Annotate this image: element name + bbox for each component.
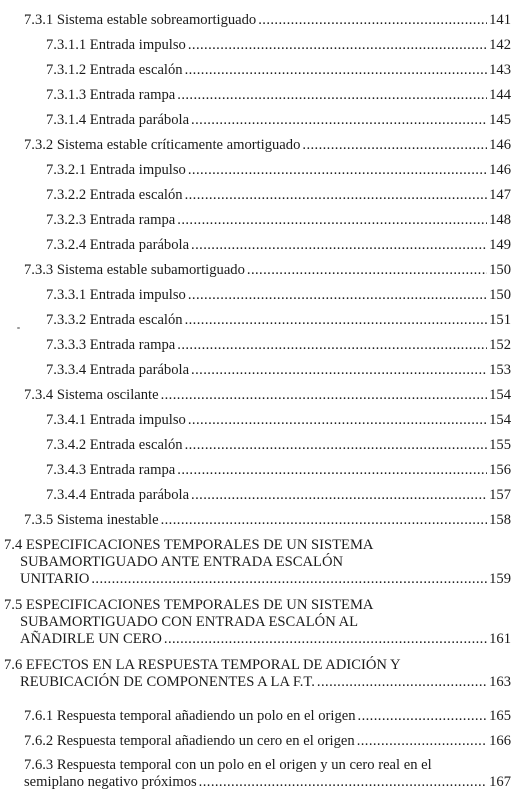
toc-page-number: 150 <box>489 262 511 278</box>
leader-dots <box>164 631 487 648</box>
toc-entry[interactable] <box>46 462 511 479</box>
toc-entry-title: 7.3.4 Sistema oscilante <box>24 387 159 403</box>
toc-entry-title: 7.3.1.1 Entrada impulso <box>46 37 186 53</box>
toc-entry[interactable] <box>24 137 511 154</box>
toc-entry-title-continued: SUBAMORTIGUADO CON ENTRADA ESCALÓN AL <box>20 614 359 630</box>
leader-dots <box>258 12 487 29</box>
leader-dots <box>188 287 487 304</box>
leader-dots <box>177 212 487 229</box>
toc-entry[interactable] <box>46 337 511 354</box>
leader-dots <box>191 487 487 504</box>
toc-entry[interactable] <box>46 112 511 129</box>
toc-page-number: 153 <box>489 362 511 378</box>
toc-entry-title: 7.3.1.3 Entrada rampa <box>46 87 176 103</box>
toc-entry[interactable] <box>46 212 511 229</box>
leader-dots <box>177 87 487 104</box>
toc-page-number: 156 <box>489 462 511 478</box>
toc-entry[interactable] <box>46 312 511 329</box>
toc-page-number: 145 <box>489 112 511 128</box>
leader-dots <box>358 708 488 725</box>
toc-page-number: 146 <box>489 137 511 153</box>
leader-dots <box>177 462 487 479</box>
leader-dots <box>161 512 488 529</box>
toc-entry[interactable] <box>46 62 511 79</box>
leader-dots <box>188 162 487 179</box>
toc-entry-title: 7.3.1.2 Entrada escalón <box>46 62 183 78</box>
toc-entry[interactable] <box>46 37 511 54</box>
toc-entry[interactable] <box>24 12 511 29</box>
toc-entry[interactable] <box>24 733 511 750</box>
toc-entry[interactable] <box>46 287 511 304</box>
toc-entry[interactable] <box>24 387 511 404</box>
toc-page-number: 152 <box>489 337 511 353</box>
toc-page-number: 144 <box>489 87 511 103</box>
toc-entry-title: 7.6.3 Respuesta temporal con un polo en el origen y un cero real en el <box>24 757 432 773</box>
toc-entry[interactable] <box>46 487 511 504</box>
toc-entry-title: 7.6.2 Respuesta temporal añadiendo un cero en el origen <box>24 733 355 749</box>
toc-entry-title: 7.3.3.1 Entrada impulso <box>46 287 186 303</box>
toc-entry-title: 7.3.4.3 Entrada rampa <box>46 462 176 478</box>
toc-entry[interactable] <box>46 362 511 379</box>
toc-entry-title: 7.3.2.3 Entrada rampa <box>46 212 176 228</box>
toc-page-number: 158 <box>489 512 511 528</box>
toc-entry-title: 7.3.3.3 Entrada rampa <box>46 337 176 353</box>
toc-entry[interactable] <box>4 657 511 691</box>
toc-page-number: 165 <box>489 708 511 724</box>
toc-entry-title: 7.3.3.4 Entrada parábola <box>46 362 190 378</box>
toc-page-number: 159 <box>489 571 511 587</box>
toc-entry[interactable] <box>46 437 511 454</box>
toc-entry[interactable] <box>24 262 511 279</box>
toc-entry-title: 7.3.2.4 Entrada parábola <box>46 237 190 253</box>
leader-dots <box>191 237 487 254</box>
leader-dots <box>185 312 488 329</box>
toc-page-number: 155 <box>489 437 511 453</box>
leader-dots <box>185 62 488 79</box>
toc-entry-title: 7.3.2 Sistema estable críticamente amortiguado <box>24 137 301 153</box>
toc-entry-title: 7.6.1 Respuesta temporal añadiendo un polo en el origen <box>24 708 356 724</box>
leader-dots <box>317 674 487 691</box>
toc-page-number: 151 <box>489 312 511 328</box>
toc-entry-title-continued: REUBICACIÓN DE COMPONENTES A LA F.T. <box>20 674 315 690</box>
toc-entry-title: 7.5 ESPECIFICACIONES TEMPORALES DE UN SISTEMA <box>4 597 374 613</box>
toc-page-number: 166 <box>489 733 511 749</box>
toc-entry[interactable] <box>46 162 511 179</box>
leader-dots <box>247 262 487 279</box>
toc-page-number: 149 <box>489 237 511 253</box>
toc-page-number: 154 <box>489 387 511 403</box>
toc-entry[interactable] <box>24 512 511 529</box>
toc-entry-title: 7.3.4.1 Entrada impulso <box>46 412 186 428</box>
toc-page-number: 167 <box>489 774 511 790</box>
toc-entry[interactable] <box>46 412 511 429</box>
toc-entry-title: 7.3.1.4 Entrada parábola <box>46 112 190 128</box>
toc-page-number: 141 <box>489 12 511 28</box>
leader-dots <box>188 412 487 429</box>
leader-dots <box>191 362 487 379</box>
toc-entry-title: 7.3.3 Sistema estable subamortiguado <box>24 262 245 278</box>
toc-entry[interactable] <box>24 708 511 725</box>
toc-entry-title: 7.6 EFECTOS EN LA RESPUESTA TEMPORAL DE ADICIÓN Y <box>4 657 401 673</box>
leader-dots <box>91 571 487 588</box>
toc-entry-title-continued: UNITARIO <box>20 571 90 587</box>
toc-page-number: 157 <box>489 487 511 503</box>
toc-entry[interactable] <box>46 237 511 254</box>
toc-entry-title: 7.4 ESPECIFICACIONES TEMPORALES DE UN SISTEMA <box>4 537 374 553</box>
toc-entry-title-continued: AÑADIRLE UN CERO <box>20 631 162 647</box>
leader-dots <box>191 112 487 129</box>
leader-dots <box>161 387 488 404</box>
toc-page-number: 150 <box>489 287 511 303</box>
toc-entry-title-continued: semiplano negativo próximos <box>24 774 197 790</box>
toc-entry-title: 7.3.5 Sistema inestable <box>24 512 159 528</box>
toc-page-number: 154 <box>489 412 511 428</box>
toc-entry[interactable] <box>24 757 511 791</box>
leader-dots <box>199 774 487 791</box>
leader-dots <box>357 733 487 750</box>
toc-entry-title-continued: SUBAMORTIGUADO ANTE ENTRADA ESCALÓN <box>20 554 344 570</box>
toc-entry[interactable] <box>4 597 511 648</box>
toc-entry-title: 7.3.4.2 Entrada escalón <box>46 437 183 453</box>
scan-speck <box>17 327 20 329</box>
toc-page-number: 147 <box>489 187 511 203</box>
toc-page-number: 142 <box>489 37 511 53</box>
toc-page-number: 161 <box>489 631 511 647</box>
toc-page-number: 143 <box>489 62 511 78</box>
toc-entry-title: 7.3.2.1 Entrada impulso <box>46 162 186 178</box>
toc-entry[interactable] <box>46 187 511 204</box>
toc-entry[interactable] <box>46 87 511 104</box>
toc-entry[interactable] <box>4 537 511 588</box>
leader-dots <box>185 187 488 204</box>
toc-page-number: 148 <box>489 212 511 228</box>
toc-entry-title: 7.3.3.2 Entrada escalón <box>46 312 183 328</box>
leader-dots <box>177 337 487 354</box>
toc-entry-title: 7.3.4.4 Entrada parábola <box>46 487 190 503</box>
toc-entry-title: 7.3.1 Sistema estable sobreamortiguado <box>24 12 257 28</box>
leader-dots <box>302 137 487 154</box>
toc-page-number: 146 <box>489 162 511 178</box>
leader-dots <box>188 37 487 54</box>
toc-page-number: 163 <box>489 674 511 690</box>
leader-dots <box>185 437 488 454</box>
toc-entry-title: 7.3.2.2 Entrada escalón <box>46 187 183 203</box>
